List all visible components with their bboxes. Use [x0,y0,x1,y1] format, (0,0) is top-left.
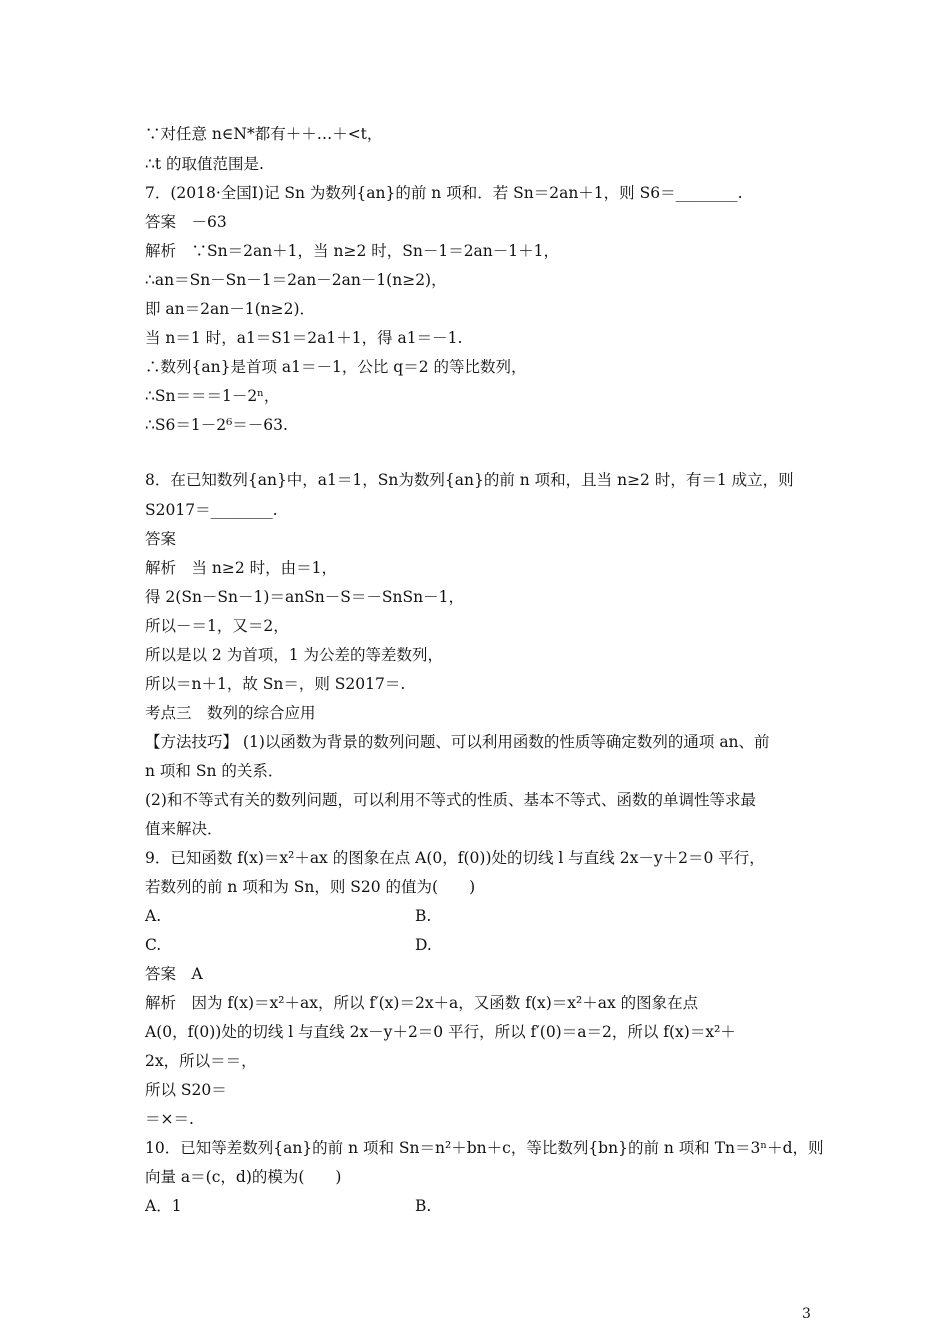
option-b: B. [415,1197,432,1215]
text-line: 所以－＝1，又＝2， [145,617,289,635]
text-line: 得 2(Sn－Sn－1)＝anSn－S＝－SnSn－1， [145,588,464,606]
option-a: A．1 [145,1197,182,1215]
text-line: 所以是以 2 为首项，1 为公差的等差数列， [145,646,444,664]
text-line: ∴Sn＝＝＝1－2ⁿ， [145,387,280,405]
question-8: 8．在已知数列{an}中，a1＝1，Sn为数列{an}的前 n 项和，且当 n≥2 时，有＝1 成立，则 [145,471,794,489]
text-line: 所以 S20＝ [145,1081,227,1099]
option-d: D. [415,936,432,954]
question-7: 7．(2018·全国Ⅰ)记 Sn 为数列{an}的前 n 项和．若 Sn＝2an＋1，则 S6＝________. [145,184,743,202]
text-line: (2)和不等式有关的数列问题，可以利用不等式的性质、基本不等式、函数的单调性等求最 [145,791,756,809]
text-line: ＝×＝. [145,1110,194,1128]
text-line: A(0，f(0))处的切线 l 与直线 2x－y＋2＝0 平行，所以 f′(0)＝a＝2，所以 f(x)＝x²＋ [145,1023,736,1041]
option-row [145,906,810,926]
option-a: A. [145,907,162,925]
answer-label: 答案 －63 [145,213,227,231]
question-9: 9．已知函数 f(x)＝x²＋ax 的图象在点 A(0，f(0))处的切线 l 与直线 2x－y＋2＝0 平行， [145,849,765,867]
text-line: ∴t 的取值范围是. [145,155,264,173]
option-row [145,1196,810,1216]
text-line: 即 an＝2an－1(n≥2)． [145,300,316,318]
text-line: ∴an＝Sn－Sn－1＝2an－2an－1(n≥2)， [145,271,447,289]
text-line: 所以＝n＋1，故 Sn＝，则 S2017＝. [145,675,406,693]
text-line: 2x，所以＝＝， [145,1052,257,1070]
method-tips: 【方法技巧】 (1)以函数为背景的数列问题、可以利用函数的性质等确定数列的通项 an、前 [145,733,770,751]
section-heading: 考点三 数列的综合应用 [145,704,316,722]
text-line: 值来解决． [145,820,223,838]
analysis-line: 解析 当 n≥2 时，由＝1， [145,559,338,577]
text-line: n 项和 Sn 的关系． [145,762,284,780]
option-row [145,935,810,955]
text-line: S2017＝________. [145,501,278,519]
option-b: B. [415,907,432,925]
page-number: 3 [802,1306,811,1322]
analysis-line: 解析 ∵Sn＝2an＋1，当 n≥2 时，Sn－1＝2an－1＋1， [145,242,560,260]
option-c: C. [145,936,162,954]
text-line: ∴数列{an}是首项 a1＝－1，公比 q＝2 的等比数列， [145,358,527,376]
answer-label: 答案 [145,530,177,548]
answer-label: 答案 A [145,965,203,983]
analysis-line: 解析 因为 f(x)＝x²＋ax，所以 f′(x)＝2x＋a，又函数 f(x)＝x²＋ax 的图象在点 [145,994,699,1012]
text-line: ∵对任意 n∈N*都有＋＋…＋<t， [145,125,383,143]
text-line: 若数列的前 n 项和为 Sn，则 S20 的值为( ) [145,878,476,896]
question-10: 10．已知等差数列{an}的前 n 项和 Sn＝n²＋bn＋c，等比数列{bn}的前 n 项和 Tn＝3ⁿ＋d，则 [145,1139,824,1157]
text-line: 向量 a＝(c，d)的模为( ) [145,1168,342,1186]
text-line: ∴S6＝1－2⁶＝－63. [145,416,288,434]
text-line: 当 n＝1 时，a1＝S1＝2a1＋1，得 a1＝－1. [145,329,463,347]
